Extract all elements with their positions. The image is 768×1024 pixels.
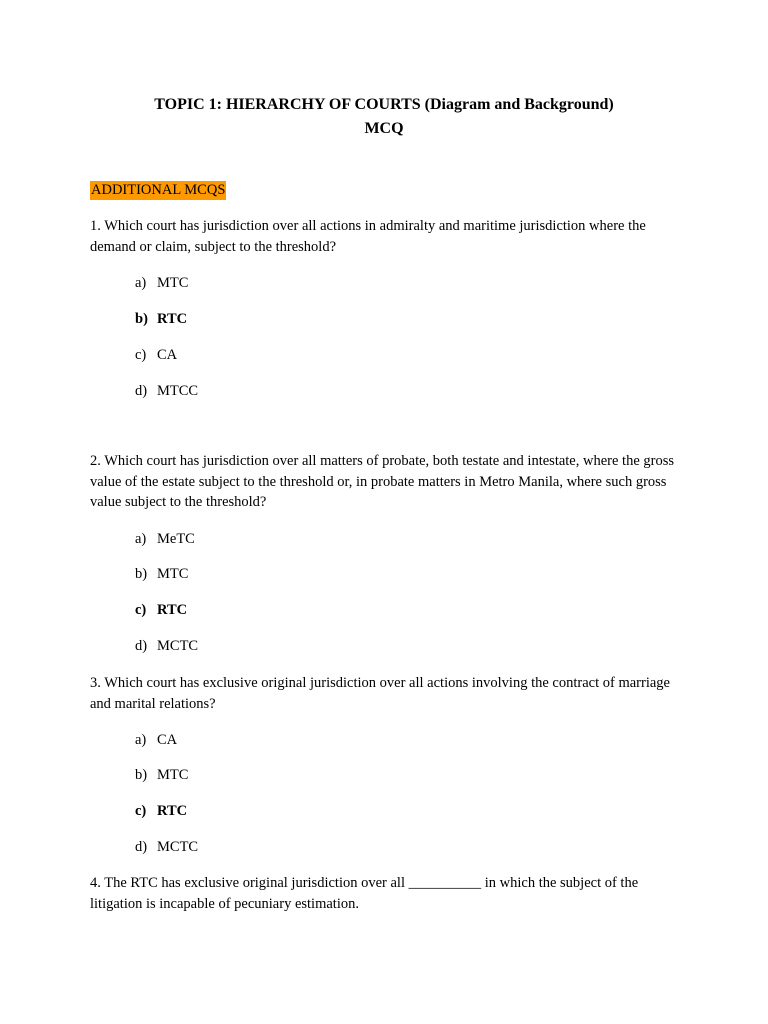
option-text: RTC [157, 803, 188, 819]
option-letter: b) [135, 311, 148, 327]
document-title: TOPIC 1: HIERARCHY OF COURTS (Diagram and Background) [154, 96, 614, 113]
question-3-option-c [135, 801, 187, 821]
option-letter: c) [135, 803, 147, 819]
question-2-option-c [135, 600, 187, 620]
question-1-option-c [135, 345, 177, 365]
option-text: RTC [157, 602, 188, 618]
question-1-option-d [135, 381, 198, 401]
option-letter: a) [135, 732, 147, 748]
option-letter: b) [135, 767, 148, 783]
option-letter: c) [135, 347, 147, 363]
option-text: RTC [157, 311, 188, 327]
question-4-text: 4. The RTC has exclusive original jurisdiction over all __________ in which the subject of the litigation is incapable of pecuniary estimation. [90, 875, 639, 912]
question-3-text: 3. Which court has exclusive original jurisdiction over all actions involving the contract of marriage and marital relations? [90, 675, 670, 712]
document-subtitle: MCQ [364, 120, 404, 137]
question-2-option-a [135, 529, 195, 549]
question-1-option-b [135, 309, 187, 329]
option-letter: c) [135, 602, 147, 618]
option-letter: d) [135, 839, 148, 855]
option-letter: d) [135, 638, 148, 654]
question-1-option-a [135, 273, 188, 293]
question-3-option-a [135, 730, 177, 750]
option-text: CA [157, 732, 178, 748]
option-text: MTCC [157, 383, 199, 399]
option-text: MCTC [157, 638, 199, 654]
option-letter: d) [135, 383, 148, 399]
question-3-option-d [135, 837, 198, 857]
option-text: MCTC [157, 839, 199, 855]
option-letter: a) [135, 275, 147, 291]
question-2-option-b [135, 564, 188, 584]
question-3-option-b [135, 765, 188, 785]
option-text: MTC [157, 275, 189, 291]
option-text: MeTC [157, 531, 195, 547]
option-text: MTC [157, 767, 189, 783]
option-letter: a) [135, 531, 147, 547]
question-1-text: 1. Which court has jurisdiction over all actions in admiralty and maritime jurisdiction where the demand or claim, subject to the threshold? [90, 218, 646, 255]
option-letter: b) [135, 566, 148, 582]
option-text: MTC [157, 566, 189, 582]
question-2-option-d [135, 636, 198, 656]
section-label-additional-mcqs: ADDITIONAL MCQS [91, 182, 226, 198]
option-text: CA [157, 347, 178, 363]
question-2-text: 2. Which court has jurisdiction over all matters of probate, both testate and intestate, where the gross value of the estate subject to the threshold or, in probate matters in Metro Manila, where such gross value subject to the threshold? [90, 453, 674, 510]
